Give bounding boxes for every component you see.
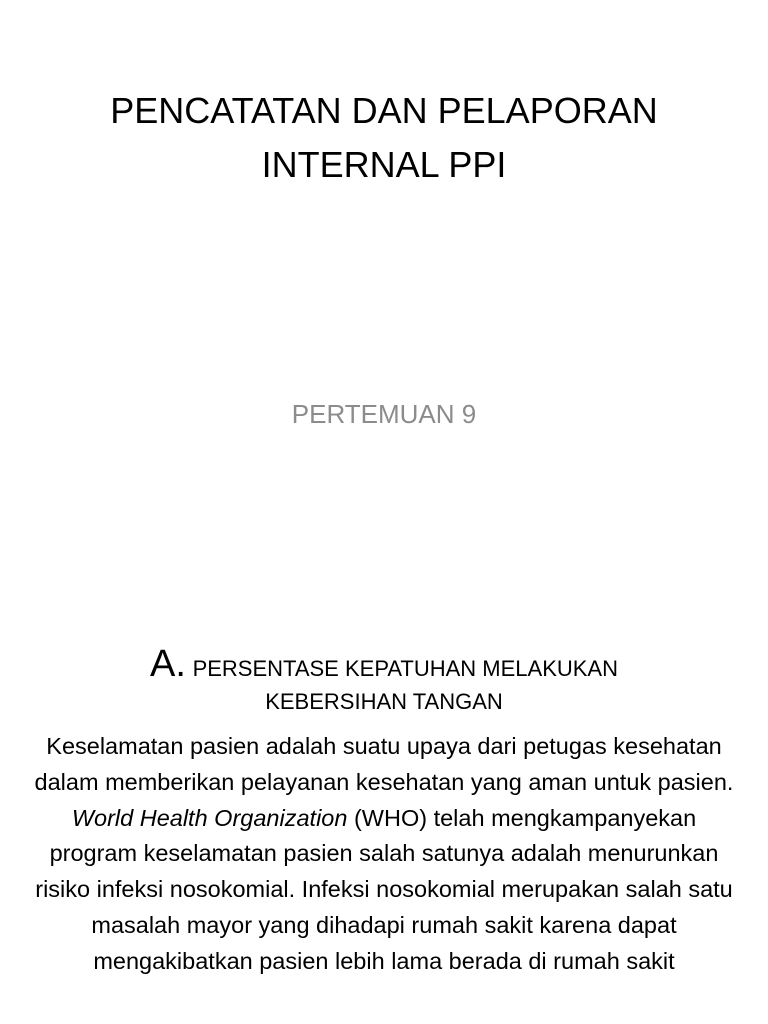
slide-title-line-2: INTERNAL PPI [261,144,507,185]
section-letter: A. [149,643,186,685]
section-heading-line-2: KEBERSIHAN TANGAN [265,689,503,714]
body-text-italic: World Health Organization [71,804,348,831]
slide-title [40,84,728,192]
section-body-text [30,729,738,980]
body-text-part-2: (WHO) telah mengkampanyekan program keselamatan pasien salah satunya adalah menurunkan risiko infeksi nosokomial. Infeksi nosokomial merupakan salah satu masalah mayor yang dihadapi rumah sakit karena dapat mengakibatkan pasien lebih lama berada di rumah sakit [35,804,733,974]
slide-subtitle: PERTEMUAN 9 [291,399,477,429]
section-heading [40,642,728,715]
section-heading-line-1: PERSENTASE KEPATUHAN MELAKUKAN [192,656,618,681]
body-text-part-1: Keselamatan pasien adalah suatu upaya dari petugas kesehatan dalam memberikan pelayanan kesehatan yang aman untuk pasien. [34,733,734,795]
slide-title-line-1: PENCATATAN DAN PELAPORAN [110,90,658,131]
